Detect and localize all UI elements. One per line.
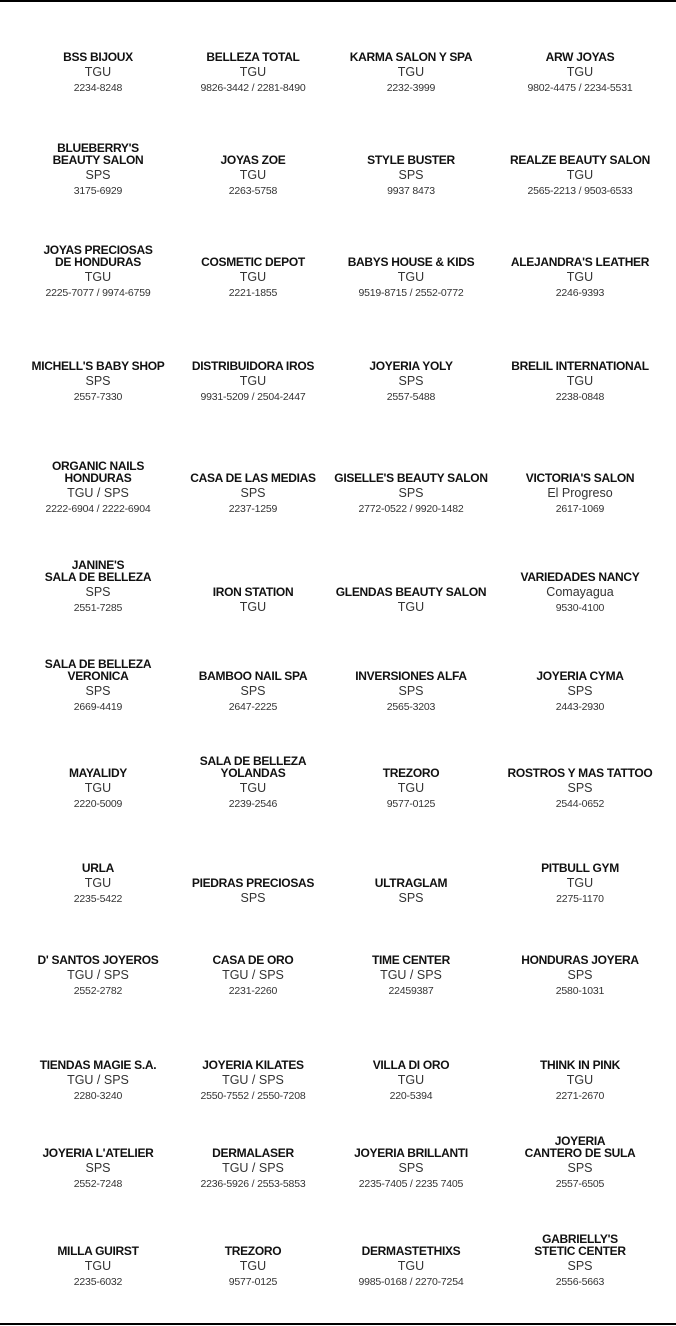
store-city: Comayagua [546, 585, 614, 599]
store-city: SPS [240, 684, 266, 698]
store-name: DERMASTETHIXS [361, 1244, 461, 1258]
store-city: TGU [397, 781, 425, 795]
store-phone: 220-5394 [389, 1090, 433, 1102]
store-phone: 9802-4475 / 2234-5531 [527, 82, 633, 94]
store-phone: 9985-0168 / 2270-7254 [358, 1276, 464, 1288]
store-city: TGU [84, 1259, 112, 1273]
store-name: TIME CENTER [371, 953, 451, 967]
store-phone: 2544-0652 [555, 798, 605, 810]
store-city: TGU [397, 65, 425, 79]
store-phone: 9519-8715 / 2552-0772 [358, 287, 464, 299]
store-city: TGU / SPS [222, 968, 284, 982]
store-city: SPS [398, 684, 424, 698]
store-phone: 2556-5663 [555, 1276, 605, 1288]
store-name: DISTRIBUIDORA IROS [191, 359, 315, 373]
store-entry [14, 244, 182, 300]
store-name: THINK IN PINK [539, 1058, 621, 1072]
store-phone: 2565-2213 / 9503-6533 [527, 185, 633, 197]
store-city: TGU [239, 781, 267, 795]
store-name: ROSTROS Y MAS TATTOO [507, 766, 653, 780]
store-entry [14, 767, 182, 811]
store-city: TGU [566, 270, 594, 284]
store-city: TGU [397, 270, 425, 284]
store-entry [169, 1059, 337, 1103]
store-city: El Progreso [547, 486, 613, 500]
store-name: PITBULL GYM [541, 861, 619, 875]
store-phone: 2246-9393 [555, 287, 605, 299]
store-entry [169, 1147, 337, 1191]
store-city: TGU / SPS [67, 1073, 129, 1087]
store-entry [14, 658, 182, 714]
store-city: TGU [239, 168, 267, 182]
store-entry [14, 1147, 182, 1191]
store-phone: 9937 8473 [387, 185, 435, 197]
store-name: IRON STATION [212, 585, 294, 599]
store-name: JOYAS PRECIOSAS DE HONDURAS [43, 243, 153, 269]
store-city: SPS [85, 1161, 111, 1175]
store-city: SPS [398, 168, 424, 182]
store-city: SPS [85, 374, 111, 388]
store-phone: 2280-3240 [73, 1090, 123, 1102]
store-city: TGU [239, 1259, 267, 1273]
store-name: ORGANIC NAILS HONDURAS [51, 459, 145, 485]
store-phone: 2443-2930 [555, 701, 605, 713]
store-name: ALEJANDRA'S LEATHER [510, 255, 650, 269]
store-city: TGU [566, 374, 594, 388]
store-entry [14, 1059, 182, 1103]
store-city: TGU [239, 600, 267, 614]
store-entry [327, 1059, 495, 1103]
store-phone: 9577-0125 [228, 1276, 278, 1288]
store-phone: 2235-7405 / 2235 7405 [358, 1178, 464, 1190]
store-city: SPS [240, 486, 266, 500]
store-name: PIEDRAS PRECIOSAS [191, 876, 315, 890]
store-name: JOYAS ZOE [220, 153, 286, 167]
store-phone: 2231-2260 [228, 985, 278, 997]
store-phone: 2580-1031 [555, 985, 605, 997]
store-city: SPS [567, 968, 593, 982]
store-name: D' SANTOS JOYEROS [37, 953, 159, 967]
store-city: TGU [239, 65, 267, 79]
store-city: SPS [567, 1259, 593, 1273]
store-phone: 2271-2670 [555, 1090, 605, 1102]
store-entry [169, 954, 337, 998]
store-entry [169, 256, 337, 300]
store-entry [496, 1233, 664, 1289]
store-city: SPS [398, 374, 424, 388]
store-name: MAYALIDY [68, 766, 128, 780]
store-city: SPS [85, 684, 111, 698]
bottom-rule [0, 1323, 676, 1325]
store-city: TGU [397, 1259, 425, 1273]
store-entry [169, 1245, 337, 1289]
store-entry [327, 586, 495, 615]
store-entry [169, 154, 337, 198]
store-phone: 2235-5422 [73, 893, 123, 905]
store-city: TGU [566, 168, 594, 182]
store-city: TGU [84, 270, 112, 284]
store-name: GISELLE'S BEAUTY SALON [334, 471, 488, 485]
store-phone: 2222-6904 / 2222-6904 [45, 503, 151, 515]
store-phone: 2557-6505 [555, 1178, 605, 1190]
store-city: TGU [239, 374, 267, 388]
store-phone: 2551-7285 [73, 602, 123, 614]
store-entry [327, 472, 495, 516]
store-entry [496, 51, 664, 95]
store-phone: 2237-1259 [228, 503, 278, 515]
store-name: STYLE BUSTER [367, 153, 455, 167]
store-entry [14, 559, 182, 615]
store-name: REALZE BEAUTY SALON [509, 153, 651, 167]
store-name: GABRIELLY'S STETIC CENTER [534, 1232, 626, 1258]
store-city: SPS [240, 891, 266, 905]
store-city: TGU [397, 600, 425, 614]
store-entry [14, 51, 182, 95]
store-phone: 3175-6929 [73, 185, 123, 197]
store-name: VICTORIA'S SALON [525, 471, 635, 485]
store-entry [496, 1135, 664, 1191]
store-name: JOYERIA CYMA [536, 669, 624, 683]
store-city: SPS [567, 684, 593, 698]
store-phone: 2669-4419 [73, 701, 123, 713]
store-entry [14, 862, 182, 906]
store-city: TGU / SPS [67, 486, 129, 500]
store-city: TGU [397, 1073, 425, 1087]
store-entry [327, 154, 495, 198]
store-entry [169, 586, 337, 615]
store-city: TGU [566, 1073, 594, 1087]
store-name: URLA [81, 861, 115, 875]
store-phone: 2772-0522 / 9920-1482 [358, 503, 464, 515]
store-entry [169, 51, 337, 95]
store-name: CASA DE ORO [212, 953, 294, 967]
store-phone: 9577-0125 [386, 798, 436, 810]
store-phone: 2647-2225 [228, 701, 278, 713]
store-entry [14, 954, 182, 998]
store-entry [496, 954, 664, 998]
store-name: JOYERIA KILATES [202, 1058, 304, 1072]
store-name: TREZORO [224, 1244, 282, 1258]
store-name: SALA DE BELLEZA YOLANDAS [199, 754, 307, 780]
store-entry [14, 142, 182, 198]
store-phone: 2232-3999 [386, 82, 436, 94]
store-city: TGU / SPS [222, 1161, 284, 1175]
store-phone: 2225-7077 / 9974-6759 [45, 287, 151, 299]
store-entry [327, 1245, 495, 1289]
store-entry [496, 862, 664, 906]
store-name: TREZORO [382, 766, 440, 780]
store-city: TGU [84, 781, 112, 795]
store-phone: 2275-1170 [556, 893, 604, 905]
store-phone: 2234-8248 [73, 82, 123, 94]
store-phone: 2552-2782 [73, 985, 123, 997]
store-name: COSMETIC DEPOT [201, 255, 305, 269]
store-phone: 2557-7330 [73, 391, 123, 403]
store-name: ULTRAGLAM [374, 876, 448, 890]
store-entry [496, 472, 664, 516]
store-name: MILLA GUIRST [57, 1244, 139, 1258]
store-city: SPS [398, 1161, 424, 1175]
store-entry [14, 460, 182, 516]
store-entry [496, 360, 664, 404]
store-name: BRELIL INTERNATIONAL [511, 359, 649, 373]
store-city: SPS [567, 781, 593, 795]
store-entry [496, 670, 664, 714]
store-entry [327, 767, 495, 811]
store-entry [327, 1147, 495, 1191]
store-city: SPS [567, 1161, 593, 1175]
store-name: BLUEBERRY'S BEAUTY SALON [52, 141, 144, 167]
store-phone: 9530-4100 [555, 602, 605, 614]
store-name: JOYERIA YOLY [369, 359, 453, 373]
store-name: MICHELL'S BABY SHOP [31, 359, 165, 373]
store-name: DERMALASER [212, 1146, 294, 1160]
store-name: JOYERIA BRILLANTI [354, 1146, 468, 1160]
store-name: JANINE'S SALA DE BELLEZA [44, 558, 152, 584]
store-name: VILLA DI ORO [372, 1058, 450, 1072]
store-phone: 22459387 [388, 985, 434, 997]
store-name: JOYERIA L'ATELIER [42, 1146, 154, 1160]
store-phone: 2235-6032 [73, 1276, 123, 1288]
store-name: HONDURAS JOYERA [521, 953, 639, 967]
store-name: VARIEDADES NANCY [520, 570, 640, 584]
store-entry [169, 360, 337, 404]
store-entry [327, 954, 495, 998]
store-entry [327, 51, 495, 95]
store-city: TGU / SPS [222, 1073, 284, 1087]
store-name: ARW JOYAS [545, 50, 615, 64]
store-entry [496, 767, 664, 811]
store-phone: 2220-5009 [73, 798, 123, 810]
store-name: GLENDAS BEAUTY SALON [335, 585, 487, 599]
store-entry [496, 256, 664, 300]
store-entry [169, 755, 337, 811]
store-city: SPS [85, 168, 111, 182]
store-entry [496, 154, 664, 198]
store-name: BELLEZA TOTAL [206, 50, 300, 64]
top-rule [0, 0, 676, 2]
store-phone: 9931-5209 / 2504-2447 [200, 391, 306, 403]
store-phone: 2552-7248 [73, 1178, 123, 1190]
store-entry [169, 670, 337, 714]
store-phone: 2239-2546 [228, 798, 278, 810]
store-name: BABYS HOUSE & KIDS [347, 255, 475, 269]
store-city: SPS [85, 585, 111, 599]
store-name: SALA DE BELLEZA VERONICA [44, 657, 152, 683]
store-phone: 2263-5758 [228, 185, 278, 197]
store-name: BAMBOO NAIL SPA [198, 669, 308, 683]
store-entry [496, 1059, 664, 1103]
store-entry [14, 1245, 182, 1289]
store-entry [169, 877, 337, 906]
store-entry [327, 670, 495, 714]
store-phone: 2565-3203 [386, 701, 436, 713]
store-phone: 2221-1855 [228, 287, 278, 299]
store-name: TIENDAS MAGIE S.A. [39, 1058, 157, 1072]
store-entry [327, 877, 495, 906]
store-city: TGU [239, 270, 267, 284]
store-name: BSS BIJOUX [63, 50, 133, 64]
store-city: SPS [398, 486, 424, 500]
store-phone: 9826-3442 / 2281-8490 [200, 82, 306, 94]
store-city: TGU / SPS [380, 968, 442, 982]
store-name: JOYERIA CANTERO DE SULA [524, 1134, 636, 1160]
store-name: INVERSIONES ALFA [355, 669, 467, 683]
store-phone: 2617-1069 [555, 503, 605, 515]
store-city: TGU [84, 876, 112, 890]
store-city: TGU [84, 65, 112, 79]
store-entry [327, 360, 495, 404]
store-name: CASA DE LAS MEDIAS [190, 471, 316, 485]
store-entry [327, 256, 495, 300]
store-name: KARMA SALON Y SPA [349, 50, 473, 64]
store-phone: 2557-5488 [386, 391, 436, 403]
store-entry [14, 360, 182, 404]
store-phone: 2550-7552 / 2550-7208 [200, 1090, 306, 1102]
store-entry [496, 571, 664, 615]
store-city: SPS [398, 891, 424, 905]
store-city: TGU [566, 65, 594, 79]
store-city: TGU [566, 876, 594, 890]
store-city: TGU / SPS [67, 968, 129, 982]
store-entry [169, 472, 337, 516]
store-phone: 2238-0848 [555, 391, 605, 403]
store-phone: 2236-5926 / 2553-5853 [200, 1178, 306, 1190]
